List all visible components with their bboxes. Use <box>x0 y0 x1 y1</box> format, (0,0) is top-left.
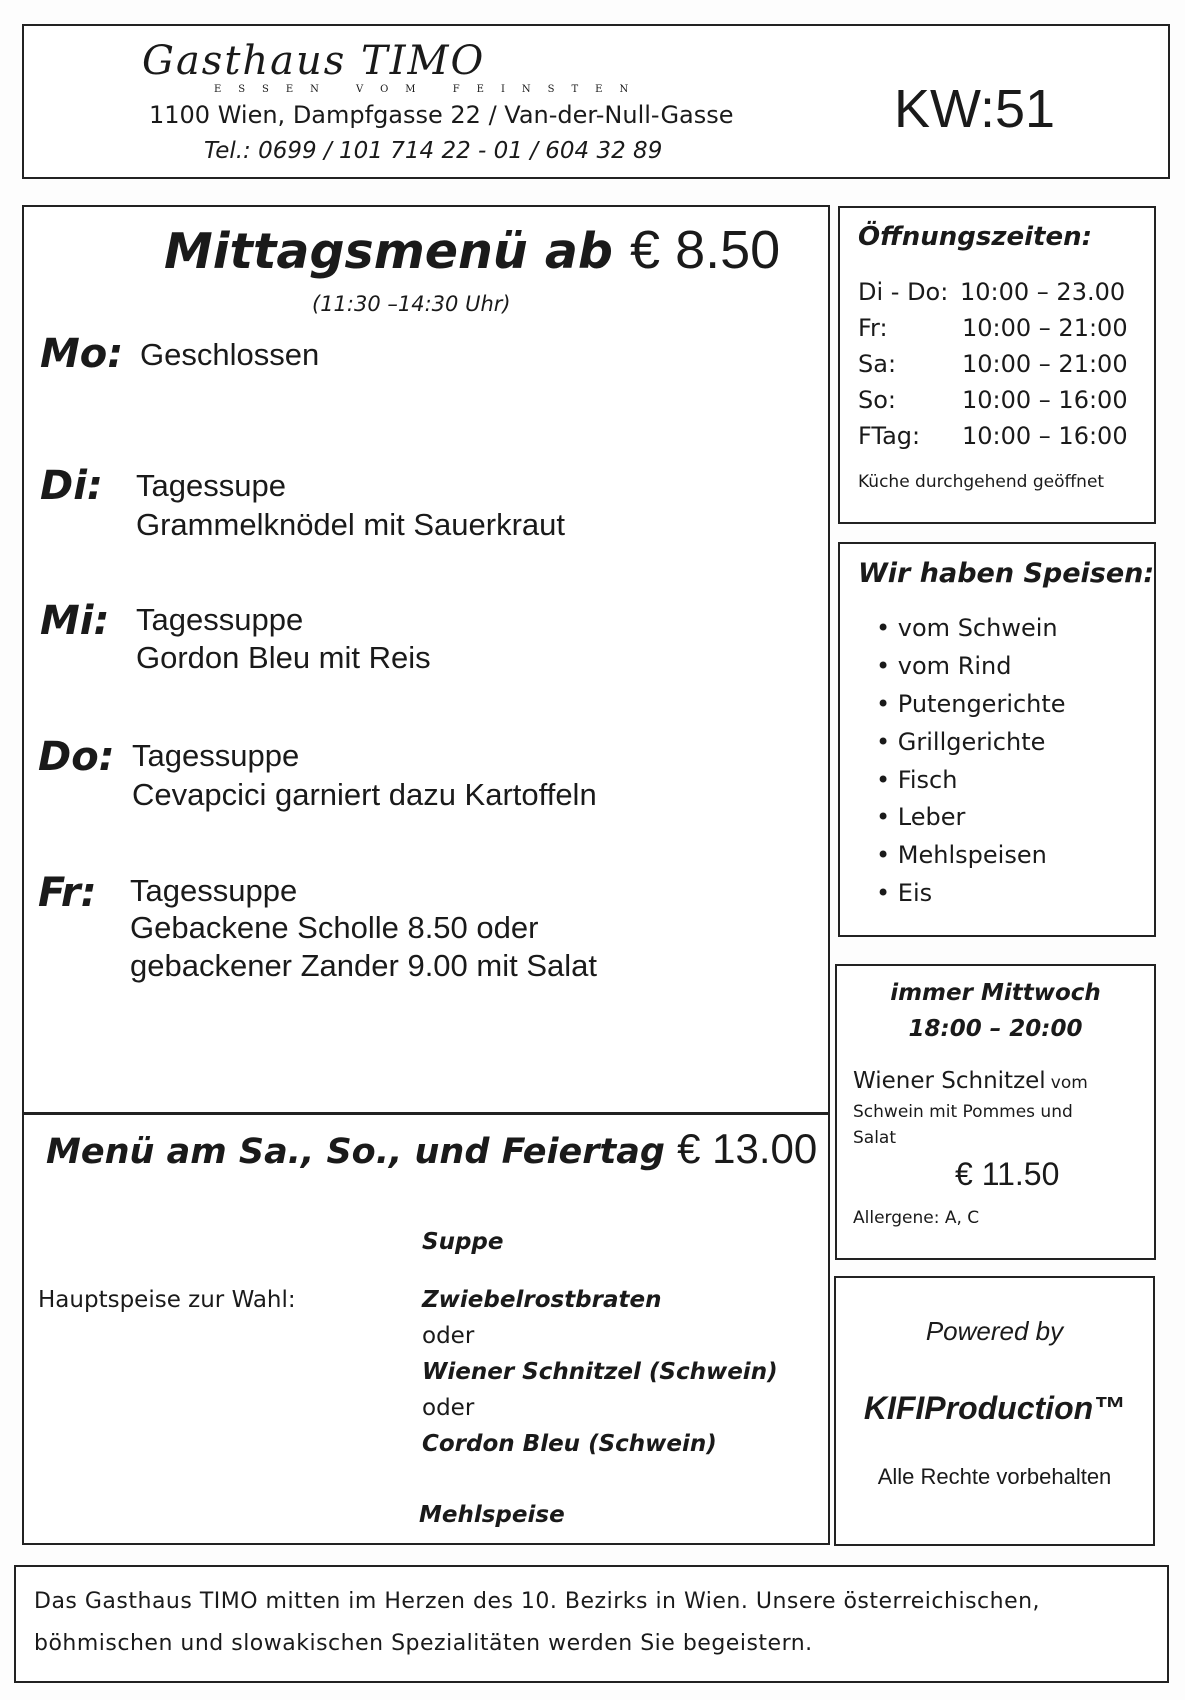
footer-line-1: Das Gasthaus TIMO mitten im Herzen des 10. Bezirks in Wien. Unsere österreichischen, <box>34 1589 1041 1614</box>
powered-label: Powered by <box>925 1316 1064 1346</box>
wednesday-dish-main: Wiener Schnitzel <box>853 1068 1046 1094</box>
hours-time-0: 10:00 – 23.00 <box>960 278 1126 306</box>
dish-item-6: • Mehlspeisen <box>876 841 1047 869</box>
footer-box <box>14 1565 1169 1683</box>
dish-item-label: Leber <box>897 803 966 831</box>
hours-time-4: 10:00 – 16:00 <box>962 422 1128 450</box>
wednesday-special-box <box>835 964 1156 1260</box>
wednesday-dish-line1 <box>853 1068 1088 1094</box>
dish-item-label: Mehlspeisen <box>897 841 1047 869</box>
dish-item-3: • Grillgerichte <box>876 728 1046 756</box>
dish-item-7: • Eis <box>876 879 933 907</box>
hours-time-3: 10:00 – 16:00 <box>962 386 1128 414</box>
opening-hours-box <box>838 206 1156 524</box>
wednesday-allergens: Allergene: A, C <box>853 1208 980 1228</box>
weekend-option-1: Zwiebelrostbraten <box>422 1287 662 1313</box>
dish-item-label: Putengerichte <box>897 690 1066 718</box>
dish-friday-2: Gebackene Scholle 8.50 oder <box>130 910 539 945</box>
weekend-or-1: oder <box>422 1323 475 1349</box>
logo-name: Gasthaus TIMO <box>142 38 486 84</box>
footer-line-2: böhmischen und slowakischen Spezialitäten werden Sie begeistern. <box>34 1631 813 1656</box>
lunch-price: € 8.50 <box>630 220 781 280</box>
lunch-time: (11:30 –14:30 Uhr) <box>312 292 511 316</box>
weekend-main-label: Hauptspeise zur Wahl: <box>38 1287 296 1313</box>
dish-friday-3: gebackener Zander 9.00 mit Salat <box>130 948 597 983</box>
day-friday: Fr: <box>38 870 97 916</box>
dish-item-label: Grillgerichte <box>897 728 1046 756</box>
opening-hours-title: Öffnungszeiten: <box>858 222 1093 252</box>
powered-by-box <box>834 1276 1155 1546</box>
day-monday: Mo: <box>40 331 124 377</box>
day-wednesday: Mi: <box>40 598 110 644</box>
dishes-title: Wir haben Speisen: <box>858 558 1155 589</box>
lunch-menu-box <box>22 205 830 1545</box>
hours-day-4: FTag: <box>858 422 921 450</box>
section-divider <box>24 1112 828 1115</box>
phone: Tel.: 0699 / 101 714 22 - 01 / 604 32 89 <box>204 138 663 164</box>
lunch-title-text: Mittagsmenü ab <box>164 223 613 280</box>
dishes-box <box>838 542 1156 937</box>
dish-item-label: vom Rind <box>897 652 1012 680</box>
dish-tuesday-2: Grammelknödel mit Sauerkraut <box>136 507 565 542</box>
dish-thursday-1: Tagessuppe <box>132 738 300 773</box>
dish-item-label: Eis <box>897 879 933 907</box>
wednesday-dish-rest: vom <box>1050 1073 1088 1093</box>
weekend-or-2: oder <box>422 1395 475 1421</box>
address: 1100 Wien, Dampfgasse 22 / Van-der-Null-Gasse <box>149 101 734 129</box>
day-thursday: Do: <box>38 734 115 780</box>
wednesday-title: immer Mittwoch <box>890 980 1101 1006</box>
weekend-option-3: Cordon Bleu (Schwein) <box>422 1431 717 1457</box>
dish-wednesday-2: Gordon Bleu mit Reis <box>136 640 431 675</box>
hours-time-1: 10:00 – 21:00 <box>962 314 1128 342</box>
dish-tuesday-1: Tagessupe <box>136 468 286 503</box>
dish-item-4: • Fisch <box>876 766 958 794</box>
dish-item-label: Fisch <box>897 766 958 794</box>
dish-item-1: • vom Rind <box>876 652 1012 680</box>
weekend-dessert: Mehlspeise <box>419 1502 565 1528</box>
powered-rights: Alle Rechte vorbehalten <box>877 1464 1112 1489</box>
hours-day-1: Fr: <box>858 314 888 342</box>
logo-tagline: ESSEN VOM FEINSTEN <box>214 84 646 95</box>
dish-wednesday-1: Tagessuppe <box>136 602 304 637</box>
hours-day-0: Di - Do: <box>858 278 949 306</box>
dish-monday: Geschlossen <box>140 337 320 372</box>
dish-item-label: vom Schwein <box>897 614 1058 642</box>
dish-item-2: • Putengerichte <box>876 690 1066 718</box>
weekend-option-2: Wiener Schnitzel (Schwein) <box>422 1359 778 1385</box>
dish-item-5: • Leber <box>876 803 966 831</box>
powered-brand: KIFIProduction™ <box>863 1390 1126 1426</box>
header-box <box>22 24 1170 179</box>
kitchen-note: Küche durchgehend geöffnet <box>858 472 1105 492</box>
hours-day-2: Sa: <box>858 350 897 378</box>
wednesday-price: € 11.50 <box>955 1156 1060 1192</box>
weekend-soup: Suppe <box>422 1229 504 1255</box>
day-tuesday: Di: <box>40 463 103 509</box>
hours-time-2: 10:00 – 21:00 <box>962 350 1128 378</box>
calendar-week: KW:51 <box>894 79 1056 139</box>
weekend-title <box>46 1125 817 1173</box>
weekend-price: € 13.00 <box>677 1125 818 1172</box>
dish-item-0: • vom Schwein <box>876 614 1058 642</box>
wednesday-dish-line3: Salat <box>853 1128 897 1148</box>
lunch-title <box>164 219 780 281</box>
dish-thursday-2: Cevapcici garniert dazu Kartoffeln <box>132 777 597 812</box>
dish-friday-1: Tagessuppe <box>130 873 298 908</box>
wednesday-time: 18:00 – 20:00 <box>908 1016 1083 1042</box>
wednesday-dish-line2: Schwein mit Pommes und <box>853 1102 1073 1122</box>
weekend-title-text: Menü am Sa., So., und Feiertag <box>46 1132 665 1172</box>
hours-day-3: So: <box>858 386 897 414</box>
